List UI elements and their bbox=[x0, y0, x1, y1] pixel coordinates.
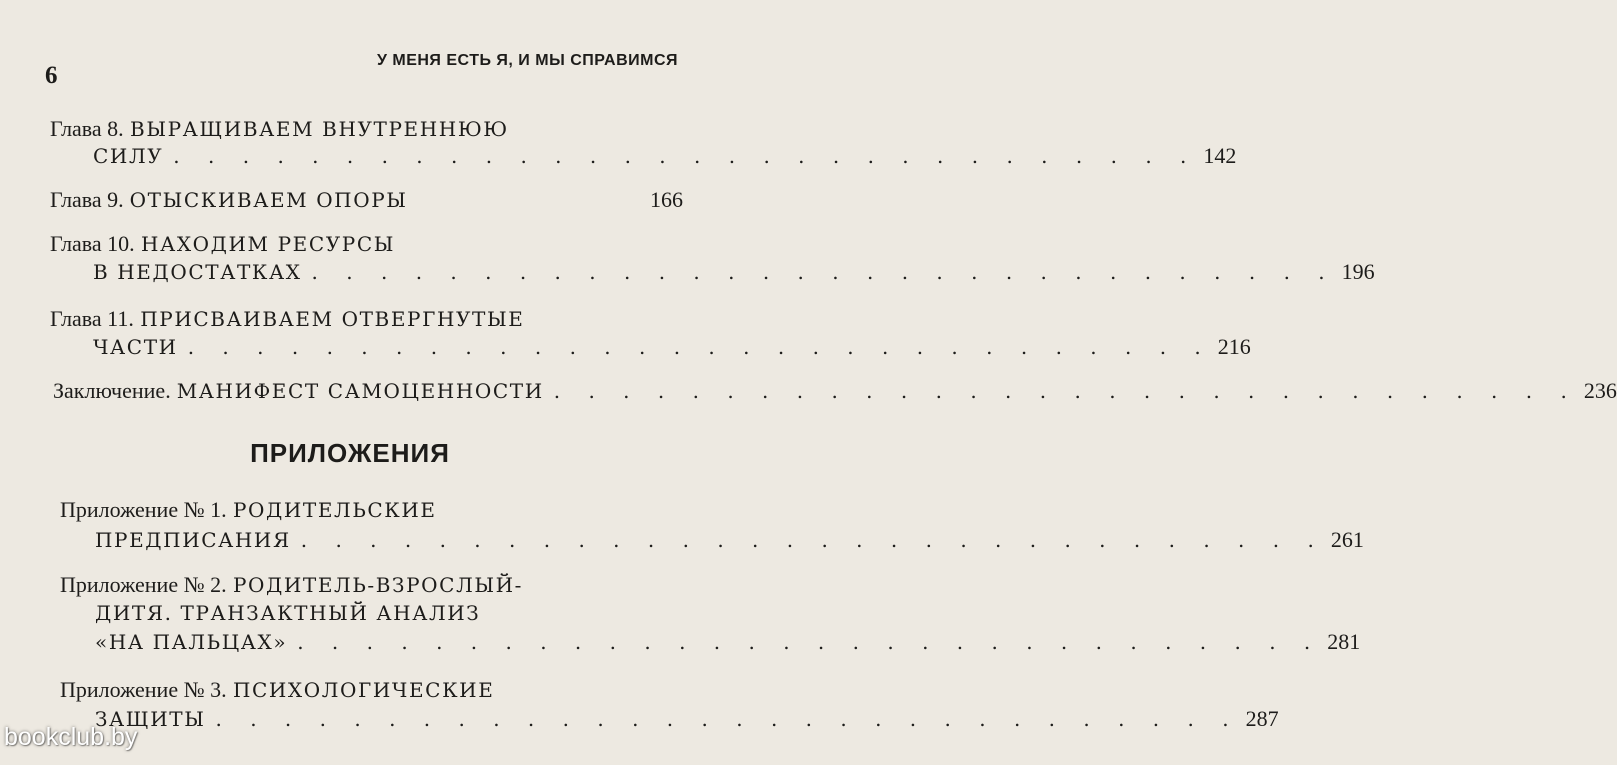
toc-entry-chapter-8-last-line bbox=[93, 143, 1237, 169]
entry-page: 236 bbox=[1583, 378, 1617, 403]
appendix-entry-2-last-line bbox=[95, 629, 1361, 655]
watermark: bookclub.by bbox=[4, 723, 138, 751]
entry-title-line: В НЕДОСТАТКАХ bbox=[93, 260, 302, 284]
toc-entry-chapter-10 bbox=[50, 231, 395, 257]
toc-entry-chapter-10-last-line bbox=[93, 259, 1375, 285]
entry-page: 142 bbox=[1203, 143, 1237, 168]
entry-prefix: Приложение № 1. bbox=[60, 497, 227, 522]
page-number: 6 bbox=[45, 62, 58, 89]
appendix-entry-3-last-line bbox=[95, 706, 1279, 732]
appendix-entry-1-last-line bbox=[95, 527, 1364, 553]
dot-leader: . . . . . . . . . . . . . . . . . . . . . . . . . . . . . . bbox=[215, 707, 1240, 731]
entry-prefix: Глава 8. bbox=[50, 116, 124, 141]
dot-leader: . . . . . . . . . . . . . . . . . . . . . . . . . . . . . . bbox=[187, 335, 1212, 359]
entry-title-line: ПРЕДПИСАНИЯ bbox=[95, 528, 291, 552]
toc-entry-chapter-11 bbox=[50, 306, 524, 332]
dot-leader: . . . . . . . . . . . . . . . . . . . . . . . . . . . . . . bbox=[553, 379, 1578, 403]
entry-prefix: Заключение. bbox=[53, 378, 171, 403]
toc-entry-chapter-9 bbox=[50, 187, 683, 213]
entry-page: 281 bbox=[1327, 629, 1361, 654]
entry-page: 261 bbox=[1330, 527, 1364, 552]
entry-title-line: ВЫРАЩИВАЕМ ВНУТРЕННЮЮ bbox=[130, 117, 509, 141]
dot-leader: . . . . . . . . . . . . . . . . . . . . . . . . . . . . . . bbox=[300, 528, 1325, 552]
running-title: У МЕНЯ ЕСТЬ Я, И МЫ СПРАВИМСЯ bbox=[376, 52, 678, 69]
entry-title-line: ПСИХОЛОГИЧЕСКИЕ bbox=[232, 678, 495, 702]
toc-entry-conclusion bbox=[53, 378, 1617, 404]
entry-page: 166 bbox=[650, 187, 683, 212]
entry-title-line: СИЛУ bbox=[93, 144, 164, 168]
entry-page: 216 bbox=[1217, 334, 1251, 359]
entry-prefix: Глава 9. bbox=[50, 187, 124, 212]
entry-title-line: МАНИФЕСТ САМОЦЕННОСТИ bbox=[176, 379, 544, 403]
appendix-heading: ПРИЛОЖЕНИЯ bbox=[250, 438, 450, 468]
entry-page: 196 bbox=[1341, 259, 1375, 284]
appendix-entry-3 bbox=[60, 677, 494, 703]
entry-page: 287 bbox=[1245, 706, 1279, 731]
entry-prefix: Глава 11. bbox=[50, 306, 134, 331]
entry-prefix: Глава 10. bbox=[50, 231, 135, 256]
entry-title-line: ЧАСТИ bbox=[93, 335, 178, 359]
entry-prefix: Приложение № 2. bbox=[60, 572, 227, 597]
entry-prefix: Приложение № 3. bbox=[60, 677, 227, 702]
appendix-entry-1 bbox=[60, 497, 437, 523]
entry-title-line: РОДИТЕЛЬСКИЕ bbox=[232, 498, 437, 522]
entry-title-line: ПРИСВАИВАЕМ ОТВЕРГНУТЫЕ bbox=[140, 307, 525, 331]
appendix-entry-2 bbox=[60, 572, 523, 598]
entry-title-line: ОТЫСКИВАЕМ ОПОРЫ bbox=[129, 188, 408, 212]
toc-entry-chapter-11-last-line bbox=[93, 334, 1251, 360]
dot-leader: . . . . . . . . . . . . . . . . . . . . . . . . . . . . . . bbox=[311, 260, 1336, 284]
entry-title-line: ДИТЯ. ТРАНЗАКТНЫЙ АНАЛИЗ bbox=[95, 601, 481, 625]
entry-title-line: «НА ПАЛЬЦАХ» bbox=[95, 630, 288, 654]
entry-title-line: РОДИТЕЛЬ-ВЗРОСЛЫЙ- bbox=[232, 573, 524, 597]
dot-leader: . . . . . . . . . . . . . . . . . . . . . . . . . . . . . . bbox=[297, 630, 1322, 654]
dot-leader: . . . . . . . . . . . . . . . . . . . . . . . . . . . . . . bbox=[173, 144, 1198, 168]
appendix-entry-2-line-2 bbox=[95, 600, 480, 626]
toc-entry-chapter-8 bbox=[50, 116, 509, 142]
entry-title-line: НАХОДИМ РЕСУРСЫ bbox=[141, 232, 396, 256]
entry-title-line: ЗАЩИТЫ bbox=[95, 707, 206, 731]
